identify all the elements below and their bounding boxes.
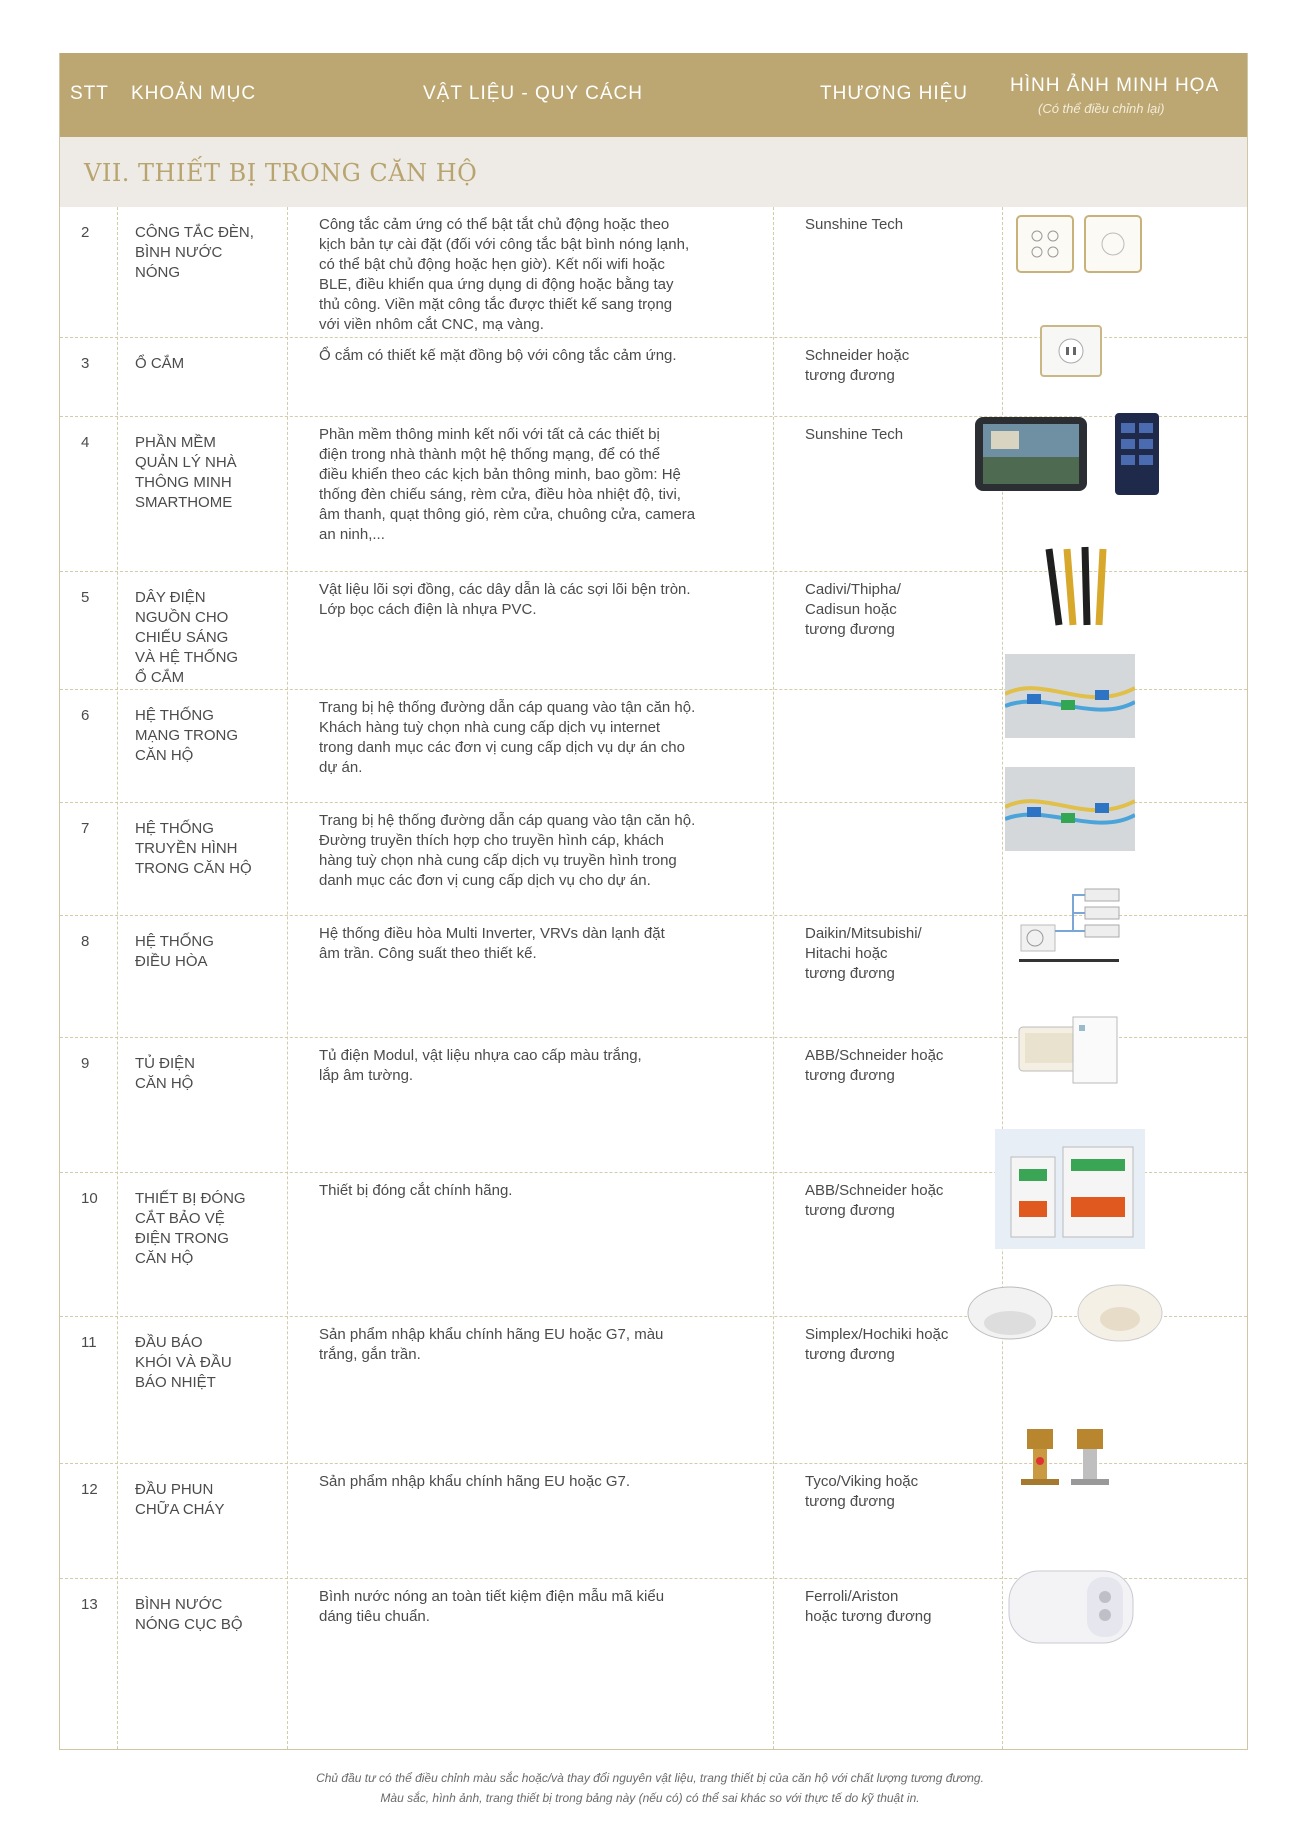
row-spec-line: trắng, gắn trần. [319, 1346, 421, 1363]
row-brand-line: tương đương [805, 1493, 895, 1510]
row-spec-line: kịch bản tự cài đặt (đối với công tắc bật bình nóng lạnh, [319, 236, 690, 253]
row-spec [319, 1472, 803, 1492]
header-thuong-hieu: THƯƠNG HIỆU [820, 83, 969, 104]
row-spec-line: Trang bị hệ thống đường dẫn cáp quang vào tận căn hộ. [319, 699, 696, 716]
row-spec-line: điện trong nhà thành một hệ thống mạng, để có thể [319, 446, 661, 463]
row-brand [805, 924, 985, 984]
header-stt: STT [70, 83, 109, 104]
row-item-line: CĂN HỘ [135, 1250, 194, 1267]
row-brand-line: Tyco/Viking hoặc [805, 1473, 919, 1490]
row-spec [319, 425, 803, 545]
row-spec-line: hàng tuỳ chọn nhà cung cấp dịch vụ truyền hình trong [319, 852, 677, 869]
row-item-line: NÓNG [135, 264, 180, 281]
row-item-line: BÁO NHIỆT [135, 1374, 216, 1391]
row-spec [319, 215, 803, 335]
row-spec [319, 1181, 803, 1201]
row-stt: 9 [81, 1055, 90, 1072]
row-item-line: BÌNH NƯỚC [135, 244, 223, 261]
table-header [60, 53, 1247, 137]
touch-switch-icon [1007, 206, 1147, 281]
row-item-line: VÀ HỆ THỐNG [135, 649, 239, 666]
row-brand-line: tương đương [805, 965, 895, 982]
row-spec [319, 580, 803, 620]
row-stt: 8 [81, 933, 90, 950]
row-item [135, 932, 285, 972]
row-brand-line: ABB/Schneider hoặc [805, 1047, 944, 1064]
row-brand-line: ABB/Schneider hoặc [805, 1182, 944, 1199]
smoke-detector-icon [965, 1277, 1165, 1362]
row-spec-line: Hệ thống điều hòa Multi Inverter, VRVs dàn lạnh đặt [319, 925, 665, 942]
row-item [135, 1333, 285, 1393]
row-spec-line: Bình nước nóng an toàn tiết kiệm điện mẫu mã kiểu [319, 1588, 665, 1605]
row-item-line: ĐẦU PHUN [135, 1481, 214, 1498]
row-item-line: CẮT BẢO VỆ [135, 1210, 225, 1227]
row-spec [319, 924, 803, 964]
cable-icon [1031, 541, 1121, 636]
row-spec-line: Lớp bọc cách điện là nhựa PVC. [319, 601, 537, 618]
row-item-line: HỆ THỐNG [135, 820, 214, 837]
row-stt: 13 [81, 1596, 98, 1613]
air-conditioner-icon [1013, 881, 1123, 976]
row-spec [319, 698, 803, 778]
row-item [135, 1054, 285, 1094]
row-brand-line: Hitachi hoặc [805, 945, 888, 962]
row-spec-line: Đường truyền thích hợp cho truyền hình cáp, khách [319, 832, 664, 849]
row-item [135, 819, 285, 879]
row-spec-line: với viền nhôm cắt CNC, mạ vàng. [319, 316, 544, 333]
row-item [135, 433, 285, 513]
row-brand [805, 425, 985, 445]
row-spec-line: Vật liệu lõi sợi đồng, các dây dẫn là các sợi lõi bện tròn. [319, 581, 691, 598]
row-brand [805, 1181, 985, 1221]
tablet-app-icon [971, 409, 1161, 504]
row-spec-line: Sản phẩm nhập khẩu chính hãng EU hoặc G7. [319, 1473, 631, 1490]
row-brand-line: tương đương [805, 1067, 895, 1084]
row-brand [805, 346, 985, 386]
row-item [135, 1595, 285, 1635]
row-spec [319, 346, 803, 366]
row-item [135, 223, 285, 283]
footer-note-2: Màu sắc, hình ảnh, trang thiết bị trong bảng này (nếu có) có thể sai khác so với thực tế do kỹ thuật in. [380, 1791, 920, 1805]
row-spec-line: Phần mềm thông minh kết nối với tất cả các thiết bị [319, 426, 660, 443]
row-item-line: NÓNG CỤC BỘ [135, 1616, 243, 1633]
row-item-line: Ổ CẮM [135, 669, 185, 686]
row-spec-line: lắp âm tường. [319, 1067, 414, 1084]
row-spec-line: có thể bật chủ động hoặc hẹn giờ). Kết nối wifi hoặc [319, 256, 665, 273]
row-item-line: ĐẦU BÁO [135, 1334, 203, 1351]
row-item-line: Ổ CẮM [135, 355, 185, 372]
row-brand [805, 1046, 985, 1086]
row-spec-line: BLE, điều khiển qua ứng dụng di động hoặc bằng tay [319, 276, 674, 293]
row-stt: 11 [81, 1334, 97, 1351]
header-vat-lieu: VẬT LIỆU - QUY CÁCH [423, 83, 643, 104]
row-brand-line: Sunshine Tech [805, 216, 904, 233]
row-item-line: TRONG CĂN HỘ [135, 860, 252, 877]
row-item-line: NGUỒN CHO [135, 609, 229, 626]
row-stt: 10 [81, 1190, 98, 1207]
table-row [60, 337, 1247, 416]
row-brand [805, 1472, 985, 1512]
table-row [60, 1578, 1247, 1750]
row-item-line: QUẢN LÝ NHÀ [135, 454, 237, 471]
row-brand-line: Daikin/Mitsubishi/ [805, 925, 922, 942]
row-item [135, 1480, 285, 1520]
row-item-line: DÂY ĐIỆN [135, 589, 206, 606]
row-brand [805, 1587, 985, 1627]
electrical-panel-icon [1013, 1011, 1123, 1096]
row-item-line: THIẾT BỊ ĐÓNG [135, 1190, 246, 1207]
row-item-line: CÔNG TẮC ĐÈN, [135, 224, 254, 241]
row-item-line: CĂN HỘ [135, 747, 194, 764]
section-title: VII. THIẾT BỊ TRONG CĂN HỘ [84, 159, 478, 187]
row-spec [319, 811, 803, 891]
row-spec-line: Khách hàng tuỳ chọn nhà cung cấp dịch vụ internet [319, 719, 661, 736]
row-item-line: CHIẾU SÁNG [135, 629, 229, 646]
row-brand-line: Simplex/Hochiki hoặc [805, 1326, 949, 1343]
row-brand-line: Schneider hoặc [805, 347, 910, 364]
fiber-cable-icon [1005, 767, 1135, 856]
section-header [60, 137, 1247, 207]
row-item-line: CHỮA CHÁY [135, 1501, 225, 1518]
row-item [135, 706, 285, 766]
row-item-line: PHẦN MỀM [135, 434, 216, 451]
row-brand-line: Cadisun hoặc [805, 601, 897, 618]
row-spec-line: Tủ điện Modul, vật liệu nhựa cao cấp màu trắng, [319, 1047, 642, 1064]
row-spec-line: danh mục các đơn vị cung cấp dịch vụ cho dự án. [319, 872, 651, 889]
row-stt: 3 [81, 355, 90, 372]
row-item-line: ĐIỀU HÒA [135, 953, 208, 970]
row-stt: 4 [81, 434, 90, 451]
row-spec-line: điều khiển theo các kịch bản thông minh, bao gồm: Hệ [319, 466, 681, 483]
row-brand-line: Cadivi/Thipha/ [805, 581, 901, 598]
row-spec-line: dự án. [319, 759, 363, 776]
row-brand [805, 580, 985, 640]
row-item-line: TỦ ĐIỆN [135, 1055, 195, 1072]
row-brand [805, 1325, 985, 1365]
table-row [60, 207, 1247, 337]
row-item-line: HỆ THỐNG [135, 707, 214, 724]
row-item-line: MẠNG TRONG [135, 727, 239, 744]
row-spec-line: an ninh,... [319, 526, 385, 543]
fiber-cable-icon [1005, 654, 1135, 743]
row-stt: 5 [81, 589, 90, 606]
row-spec-line: thủ công. Viền mặt công tắc được thiết kế sang trọng [319, 296, 673, 313]
header-khoan-muc: KHOẢN MỤC [131, 83, 257, 104]
row-stt: 6 [81, 707, 90, 724]
sprinkler-icon [1007, 1419, 1127, 1514]
water-heater-icon [1001, 1561, 1141, 1656]
circuit-breaker-icon [995, 1129, 1145, 1254]
row-item-line: BÌNH NƯỚC [135, 1596, 223, 1613]
footer-note-1: Chủ đầu tư có thể điều chỉnh màu sắc hoặc/và thay đổi nguyên vật liệu, trang thiết bị của căn hộ với chất lượng tương đương. [316, 1771, 984, 1785]
row-stt: 7 [81, 820, 90, 837]
row-item [135, 1189, 285, 1269]
row-spec [319, 1325, 803, 1365]
row-brand-line: tương đương [805, 1202, 895, 1219]
row-brand-line: tương đương [805, 1346, 895, 1363]
row-item-line: HỆ THỐNG [135, 933, 214, 950]
row-spec-line: Công tắc cảm ứng có thể bật tắt chủ động hoặc theo [319, 216, 670, 233]
row-spec-line: âm trần. Công suất theo thiết kế. [319, 945, 537, 962]
row-item-line: SMARTHOME [135, 494, 233, 511]
socket-icon [1036, 321, 1106, 386]
row-brand-line: tương đương [805, 621, 895, 638]
row-spec-line: thống đèn chiếu sáng, rèm cửa, điều hòa nhiệt độ, tivi, [319, 486, 681, 503]
row-spec-line: dáng tiêu chuẩn. [319, 1608, 430, 1625]
row-spec-line: Sản phẩm nhập khẩu chính hãng EU hoặc G7, màu [319, 1326, 664, 1343]
row-item-line: CĂN HỘ [135, 1075, 194, 1092]
row-spec-line: âm thanh, quạt thông gió, rèm cửa, chuông cửa, camera [319, 506, 696, 523]
header-hinh-anh-sub: (Có thể điều chỉnh lại) [1038, 101, 1165, 116]
row-item-line: ĐIỆN TRONG [135, 1230, 229, 1247]
row-item-line: KHÓI VÀ ĐẦU [135, 1354, 232, 1371]
header-hinh-anh: HÌNH ẢNH MINH HỌA [1010, 75, 1220, 96]
row-stt: 2 [81, 224, 90, 241]
row-spec [319, 1046, 803, 1086]
row-spec-line: Trang bị hệ thống đường dẫn cáp quang vào tận căn hộ. [319, 812, 696, 829]
row-brand-line: Ferroli/Ariston [805, 1588, 899, 1605]
row-spec-line: trong danh mục các đơn vị cung cấp dịch vụ dự án cho [319, 739, 685, 756]
row-brand-line: hoặc tương đương [805, 1608, 932, 1625]
row-brand [805, 215, 985, 235]
row-brand-line: Sunshine Tech [805, 426, 904, 443]
row-item [135, 354, 285, 374]
spec-table [59, 53, 1248, 1750]
row-spec-line: Ổ cắm có thiết kế mặt đồng bộ với công tắc cảm ứng. [319, 347, 677, 364]
row-item-line: TRUYỀN HÌNH [135, 840, 238, 857]
row-spec [319, 1587, 803, 1627]
row-item [135, 588, 285, 688]
row-brand-line: tương đương [805, 367, 895, 384]
row-spec-line: Thiết bị đóng cắt chính hãng. [319, 1182, 513, 1199]
row-item-line: THÔNG MINH [135, 474, 232, 491]
row-stt: 12 [81, 1481, 98, 1498]
